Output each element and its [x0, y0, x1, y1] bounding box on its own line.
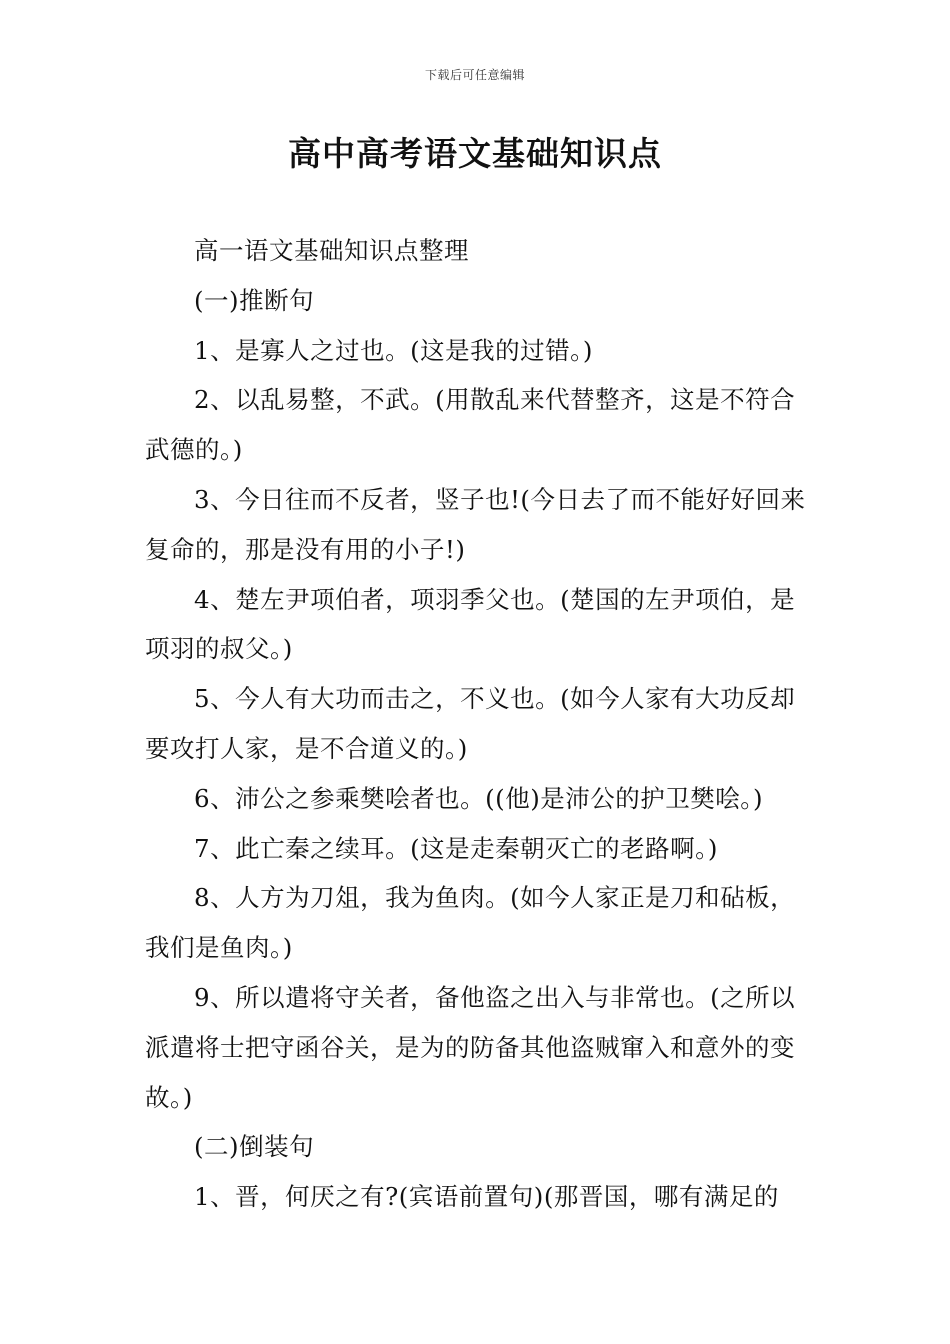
paragraph-item: 3、今日往而不反者，竖子也!(今日去了而不能好好回来复命的，那是没有用的小子!)	[145, 484, 806, 564]
paragraph-section-heading: 高一语文基础知识点整理	[194, 236, 469, 265]
document-title: 高中高考语文基础知识点	[288, 134, 662, 173]
paragraph-item: 8、人方为刀俎，我为鱼肉。(如今人家正是刀和砧板，我们是鱼肉。)	[145, 883, 796, 963]
paragraph-item: 2、以乱易整，不武。(用散乱来代替整齐，这是不符合武德的。)	[145, 385, 796, 465]
paragraph-item: 4、楚左尹项伯者，项羽季父也。(楚国的左尹项伯，是项羽的叔父。)	[145, 584, 796, 664]
paragraph-item: 1、是寡人之过也。(这是我的过错。)	[194, 335, 593, 365]
paragraph-item: 9、所以遣将守关者，备他盗之出入与非常也。(之所以派遣将士把守函谷关，是为的防备其他盗贼窜入和意外的变故。)	[145, 982, 796, 1112]
header-note: 下载后可任意编辑	[424, 68, 525, 82]
paragraph-item: 5、今人有大功而击之，不义也。(如今人家有大功反却要攻打人家，是不合道义的。)	[145, 684, 796, 763]
paragraph-item: 6、沛公之参乘樊哙者也。((他)是沛公的护卫樊哙。)	[194, 783, 764, 813]
paragraph-subheading-inversion: (二)倒装句	[194, 1132, 315, 1162]
document-body	[145, 226, 810, 1222]
paragraph-item: 1、晋，何厌之有?(宾语前置句)(那晋国，哪有满足的	[194, 1182, 779, 1212]
paragraph-subheading-judgment: (一)推断句	[194, 285, 315, 315]
paragraph-item: 7、此亡秦之续耳。(这是走秦朝灭亡的老路啊。)	[194, 833, 718, 863]
